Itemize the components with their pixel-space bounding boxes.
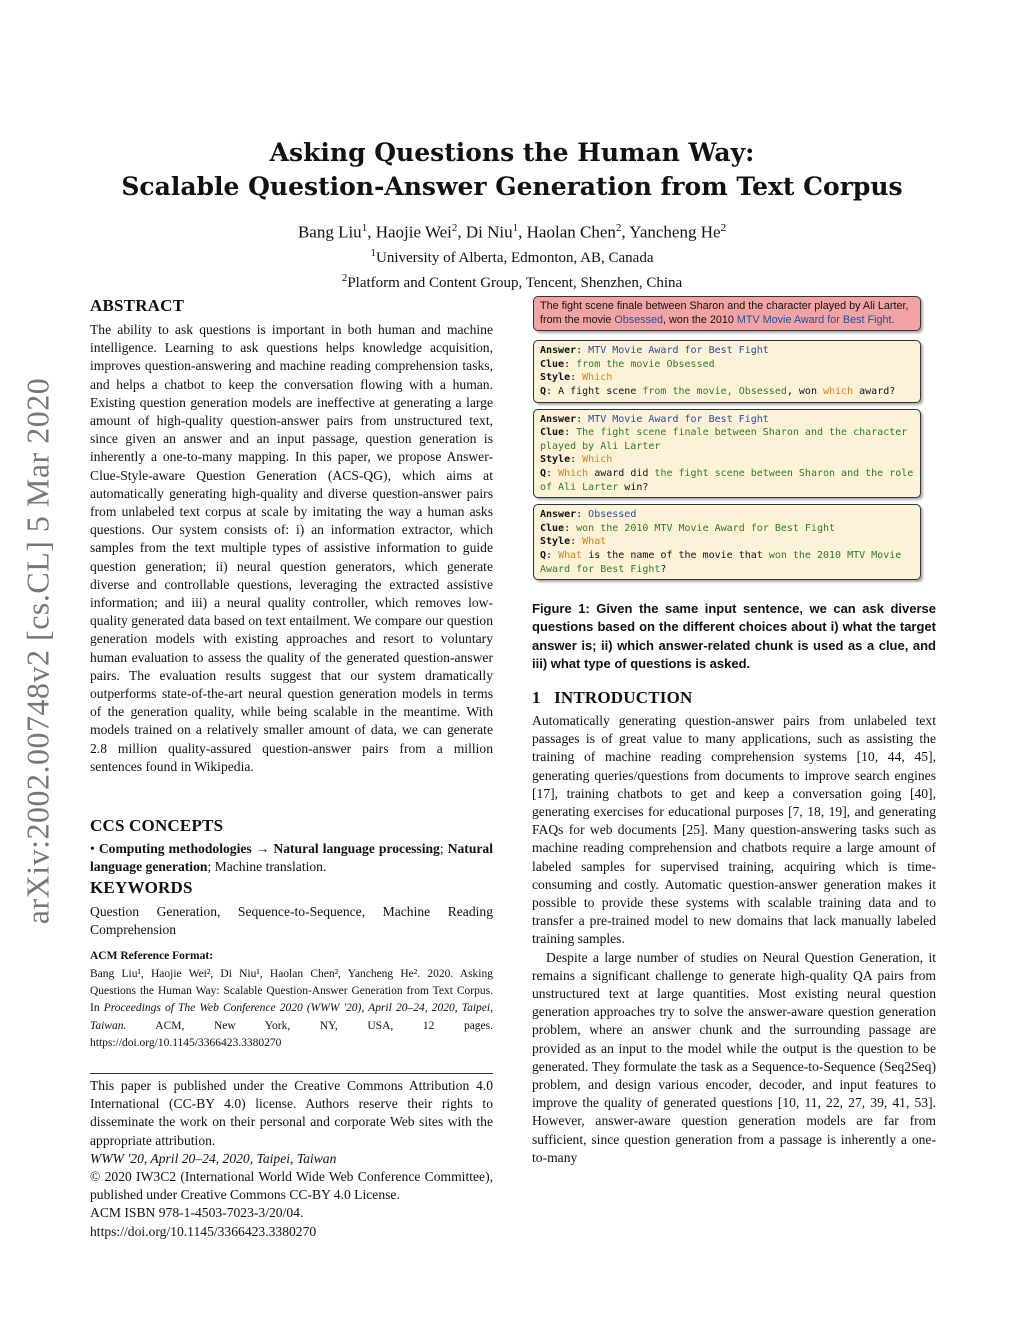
card-style: Style: What: [540, 536, 607, 548]
card-clue: Clue: won the 2010 MTV Movie Award for Best Fight: [540, 522, 836, 534]
style-label: Style: [540, 536, 571, 548]
keywords-heading: KEYWORDS: [90, 878, 193, 897]
question-part: win?: [618, 481, 649, 493]
footnote-license: This paper is published under the Creative Commons Attribution 4.0 International (CC-BY 4.0) license. Authors reserve their rights to disseminate the work on their personal and corporate Web sites with the appropriate attribution.: [90, 1078, 493, 1148]
style-value: Which: [582, 454, 613, 466]
figure-input-sentence: [533, 296, 921, 331]
affiliation-sup: 2: [341, 271, 348, 284]
author-sep: ,: [457, 222, 466, 242]
intro-heading-number: 1: [532, 688, 541, 707]
card-clue: Clue: The fight scene finale between Sharon and the character played by Ali Larter: [540, 427, 908, 452]
sentence-part: The fight scene finale between Sharon and the character played by Ali Larter, from the movie: [540, 300, 909, 326]
abstract-heading: ABSTRACT: [90, 296, 185, 315]
footnote-venue: WWW '20, April 20–24, 2020, Taipei, Taiwan: [90, 1150, 337, 1166]
footnote-copyright: © 2020 IW3C2 (International World Wide Web Conference Committee), published under Creative Commons CC-BY 4.0 License.: [90, 1169, 493, 1203]
author-name: Di Niu: [465, 222, 513, 242]
style-value: What: [582, 536, 607, 548]
card-clue: Clue: from the movie Obsessed: [540, 358, 715, 370]
ccs-concept-3: Natural language generation: [90, 841, 493, 875]
question-style: What: [558, 549, 583, 561]
figure-card-3: [533, 504, 921, 580]
ccs-concepts: [90, 840, 493, 876]
author-name: Haojie Wei: [375, 222, 452, 242]
card-question: Q: What is the name of the movie that won the 2010 MTV Movie Award for Best Fight?: [540, 549, 902, 575]
intro-paragraph-2: Despite a large number of studies on Neural Question Generation, it remains a significant challenge to generate high-quality QA pairs from unstructured text at large quantities. Most existing neural question generation approaches try to solve the answer-aware question generation problem, where an answer chunk and the surrounding passage are provided as an input to the model while the output is the question to be generated. They formulate the task as a Sequence-to-Sequence (Seq2Seq) problem, and design various encoder, decoder, and input features to improve the quality of generated questions [10, 11, 22, 27, 39, 41, 53]. However, answer-aware question generation models are far from sufficient, since question generation from a passage is inherently a one-to-many: [532, 949, 936, 1165]
title-line-1: Asking Questions the Human Way:: [269, 138, 755, 167]
author-block: [0, 218, 1024, 293]
question-label: Q: [540, 467, 547, 479]
question-part: is the name of the movie that: [582, 549, 769, 561]
ccs-concept-2: Natural language processing: [273, 841, 440, 856]
clue-label: Clue: [540, 427, 565, 439]
clue-value: won the 2010 MTV Movie Award for Best Fight: [576, 522, 836, 534]
sentence-award: MTV Movie Award for Best Fight: [736, 313, 892, 326]
question-part: award did: [588, 467, 655, 479]
ccs-concept-4: Machine translation.: [214, 859, 327, 875]
clue-label: Clue: [540, 522, 565, 534]
card-question: Q: A fight scene from the movie, Obsessed, won which award?: [540, 385, 896, 397]
affiliation-text: Platform and Content Group, Tencent, Shenzhen, China: [347, 274, 683, 291]
question-part: ?: [660, 563, 667, 575]
author-sup: 2: [720, 222, 727, 234]
affiliation-1: [0, 243, 1024, 268]
ccs-concept-1: Computing methodologies: [98, 841, 252, 856]
acm-reference-text: [90, 966, 493, 1053]
style-label: Style: [540, 454, 571, 466]
question-clue: from the movie, Obsessed: [642, 385, 787, 397]
title-line-2: Scalable Question-Answer Generation from Text Corpus: [121, 172, 903, 201]
footnote-divider: [90, 1073, 493, 1074]
author-list: [0, 218, 1024, 243]
footnote-block: [90, 1077, 493, 1241]
card-answer: Answer: MTV Movie Award for Best Fight: [540, 345, 769, 357]
acm-reference: [90, 950, 493, 1053]
intro-paragraph-1: Automatically generating question-answer pairs from unlabeled text passages is of great value to many applications, such as assisting the training of machine reading comprehension systems [10, 44, 45], generating queries/questions from documents to improve search engines [17], training chatbots to get and keep a conversation going [40], generating exercises for educational purposes [7, 18, 19], and generating FAQs for web documents [25]. Many question-answering tasks such as machine reading comprehension and chatbots require a large amount of labeled samples for supervised training, acquiring which is time-consuming and costly. Automatic question-answer generation makes it possible to provide these systems with scalable training data and to transfer a pre-trained model to new domains that lack manually labeled training samples.: [532, 713, 936, 947]
intro-body: [532, 712, 936, 1167]
figure-card-1: [533, 340, 921, 402]
answer-value: MTV Movie Award for Best Fight: [588, 345, 769, 357]
figure-1: [533, 296, 921, 580]
author-sep: ,: [518, 222, 527, 242]
sentence-part: , won the 2010: [663, 313, 737, 326]
sentence-movie: Obsessed: [614, 313, 664, 326]
ccs-heading: CCS CONCEPTS: [90, 816, 224, 835]
card-style: Style: Which: [540, 372, 613, 384]
keywords-text: Question Generation, Sequence-to-Sequence, Machine Reading Comprehension: [90, 904, 493, 938]
author-sep: ,: [367, 222, 376, 242]
question-part: award?: [853, 385, 896, 397]
paper-title: [0, 136, 1024, 204]
ccs-arrow: →: [251, 841, 274, 856]
author-sup: 2: [615, 222, 622, 234]
author-name: Yancheng He: [629, 222, 721, 242]
author-sup: 2: [451, 222, 458, 234]
acm-reference-proceedings: Proceedings of The Web Conference 2020 (WWW '20), April 20–24, 2020, Taipei, Taiwan.: [90, 1002, 493, 1032]
clue-value: The fight scene finale between Sharon and the character played by Ali Larter: [540, 427, 908, 452]
card-style: Style: Which: [540, 454, 613, 466]
author-sup: 1: [361, 222, 368, 234]
affiliation-text: University of Alberta, Edmonton, AB, Canada: [376, 249, 654, 266]
question-clue: the fight scene between Sharon and the role of Ali Larter: [540, 467, 914, 493]
intro-heading: [532, 688, 936, 708]
footnote-isbn: ACM ISBN 978-1-4503-7023-3/20/04.: [90, 1205, 304, 1221]
answer-label: Answer: [540, 509, 577, 521]
answer-value: Obsessed: [588, 509, 637, 521]
acm-reference-heading: ACM Reference Format:: [90, 950, 214, 962]
abstract-text: The ability to ask questions is important in both human and machine intelligence. Learning to ask questions helps knowledge acquisition, improves question-answering and machine reading comprehension tasks, and helps a chatbot to keep the conversation flowing with a human. Existing question generation models are ineffective at generating a large amount of high-quality question-answer pairs from unstructured text, since given an answer and an input passage, question generation is inherently a one-to-many mapping. In this paper, we propose Answer-Clue-Style-aware Question Generation (ACS-QG), which aims at automatically generating high-quality and diverse question-answer pairs from unlabeled text corpus at scale by imitating the way a human asks questions. Our system consists of: i) an information extractor, which samples from the text multiple types of assistive information to guide question generation; ii) neural question generators, which generate diverse and controllable questions, leveraging the extracted assistive information; and iii) a neural quality controller, which removes low-quality generated data based on text entailment. We compare our question generation models with existing approaches and resort to voluntary human evaluation to assess the quality of the generated question-answer pairs. The evaluation results suggest that our system dramatically outperforms state-of-the-art neural question generation models in terms of the generation quality, while being scalable in the meantime. With models trained on a relatively smaller amount of data, we can generate 2.8 million quality-assured question-answer pairs from a million sentences found in Wikipedia.: [90, 322, 493, 774]
author-sep: ,: [621, 222, 630, 242]
arxiv-identifier: arXiv:2002.00748v2 [cs.CL] 5 Mar 2020: [19, 377, 56, 925]
ccs-bullet: •: [90, 841, 95, 856]
question-label: Q: [540, 385, 547, 397]
question-part: A fight scene: [558, 385, 643, 397]
question-label: Q: [540, 549, 547, 561]
ccs-sep: ;: [207, 859, 215, 875]
clue-label: Clue: [540, 358, 565, 370]
author-sup: 1: [512, 222, 519, 234]
ccs-sep: ;: [439, 841, 448, 856]
figure-caption: Figure 1: Given the same input sentence, we can ask diverse questions based on the different choices about i) what the target answer is; ii) which answer-related chunk is used as a clue, and iii) what type of questions is asked.: [532, 601, 936, 671]
card-question: Q: Which award did the fight scene between Sharon and the role of Ali Larter win?: [540, 467, 914, 493]
affiliation-sup: 1: [370, 246, 377, 259]
card-answer: Answer: Obsessed: [540, 509, 637, 521]
arxiv-sidebar: [8, 356, 68, 956]
clue-value: from the movie Obsessed: [576, 358, 715, 370]
affiliation-2: [0, 268, 1024, 293]
question-clue: won the 2010 MTV Movie Award for Best Fight: [540, 549, 902, 575]
figure-card-2: [533, 409, 921, 499]
question-part: , won: [786, 385, 823, 397]
acm-reference-tail: ACM, New York, NY, USA, 12 pages. https://doi.org/10.1145/3366423.3380270: [90, 1019, 493, 1050]
answer-label: Answer: [540, 345, 577, 357]
acm-reference-authors: Bang Liu¹, Haojie Wei², Di Niu¹, Haolan Chen², Yancheng He². 2020. Asking Questions the Human Way: Scalable Question-Answer Generation from Text Corpus. In: [90, 967, 493, 1015]
style-label: Style: [540, 372, 571, 384]
answer-value: MTV Movie Award for Best Fight: [588, 413, 769, 425]
card-answer: Answer: MTV Movie Award for Best Fight: [540, 413, 769, 425]
intro-heading-text: INTRODUCTION: [554, 688, 693, 707]
footnote-doi: https://doi.org/10.1145/3366423.3380270: [90, 1223, 317, 1239]
style-value: Which: [582, 372, 613, 384]
author-name: Bang Liu: [297, 222, 362, 242]
author-name: Haolan Chen: [526, 222, 616, 242]
sentence-part: .: [891, 313, 895, 326]
question-style: Which: [558, 467, 589, 479]
answer-label: Answer: [540, 413, 577, 425]
question-style: which: [823, 385, 854, 397]
